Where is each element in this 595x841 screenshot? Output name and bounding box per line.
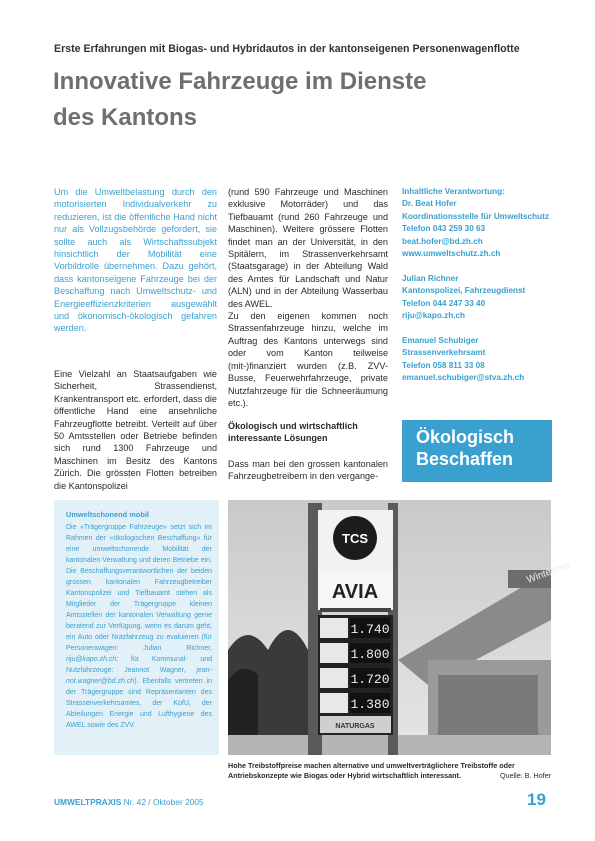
- promo-line-1: Ökologisch: [416, 427, 515, 447]
- photo-source: Quelle: B. Hofer: [500, 771, 552, 780]
- sidebar-text-b: ; für Kommunal- und Nutzfahrzeuge: Jeannot Wagner,: [66, 656, 212, 674]
- sidebar-text-c: ). Ebenfalls vertreten in der Trägergruppe sind Repräsentanten des Strassenverkehrsamtes, der KofU, der Abteilungen Energie und Lufthygiene des AWEL sowie des ZVV.: [66, 678, 212, 729]
- gas-station-illustration: [228, 500, 573, 755]
- contact-email-link[interactable]: riju@kapo.zh.ch: [402, 311, 466, 321]
- title-line-2: des Kantons: [53, 104, 198, 131]
- naturgas-sign-text: NATURGAS: [335, 723, 375, 730]
- contact-org: Kantonspolizei, Fahrzeugdienst: [402, 286, 526, 296]
- contact-org: Koordinationsstelle für Umweltschutz: [402, 211, 549, 221]
- photo-caption: Hohe Treibstoffpreise machen alternative und umweltverträglichere Treibstoffe oder Antriebskonzepte wie Biogas oder Hybrid wirtschaftlich interessant.: [228, 761, 515, 780]
- gas-station-photo: [228, 500, 573, 755]
- price-4: 1.380: [350, 697, 390, 712]
- contact-group-2: [402, 273, 552, 323]
- contact-website-link[interactable]: www.umweltschutz.zh.ch: [402, 249, 501, 259]
- avia-logo-text: AVIA: [331, 581, 379, 603]
- contact-group-3: [402, 335, 552, 385]
- contact-phone: Telefon 043 259 30 63: [402, 224, 486, 234]
- contact-phone: Telefon 044 247 33 40: [402, 298, 486, 308]
- body-column-1: [54, 368, 217, 492]
- page-footer: [54, 797, 204, 807]
- contact-name: Julian Richner: [402, 273, 459, 283]
- price-2: 1.800: [350, 647, 390, 662]
- contact-label: Inhaltliche Verantwortung:: [402, 187, 505, 196]
- body-text-1: Eine Vielzahl an Staatsaufgaben wie Sicherheit, Strassendienst, Krankentransport etc. erfordert, dass die öffentliche Hand eine ansehnliche Fahrzeugflotte betreibt. Verteilt auf über 50 Amtsstellen oder Betriebe befinden sich rund 1300 Fahrzeuge und Maschinen im Besitz des Kantons Zürich. Die grössten Flotten betreiben die Kantonspolizei: [54, 369, 217, 491]
- tcs-logo-text: TCS: [342, 531, 368, 546]
- promo-box: [402, 420, 552, 482]
- contact-group-1: [402, 186, 552, 260]
- magazine-name: UMWELTPRAXIS: [54, 797, 122, 807]
- price-3: 1.720: [350, 672, 390, 687]
- contacts-box: [402, 186, 552, 397]
- contact-org: Strassenverkehrsamt: [402, 348, 486, 358]
- section-subhead: Ökologisch und wirtschaftlich interessante Lösungen: [228, 421, 358, 444]
- contact-name: Emanuel Schubiger: [402, 335, 479, 345]
- sidebar-email-1[interactable]: riju@kapo.zh.ch: [66, 656, 117, 663]
- canopy-text: Wintermer: [525, 559, 573, 586]
- sidebar-heading: Umweltschonend mobil: [66, 510, 149, 519]
- sidebar-text-a: Die «Trägergruppe Fahrzeuge» setzt sich im Rahmen der «ökologischen Beschaffung» für eine umweltschonende Mobilität der kantonalen Verwaltung und deren Betriebe ein. Die Beschaffungsverantwortlichen der beiden grossen kantonalen Fahrzeugbetreiber Kantonspolizei und Tiefbauamt stehen als Mitglieder der Trägergruppe kleinen Amtsstellen der kantonalen Verwaltung gerne beratend zur Verfügung, wenn es darum geht, ein Auto oder Nutzfahrzeug zu evaluieren (für Personenwagen: Julian Richner,: [66, 524, 212, 652]
- contact-phone: Telefon 058 811 33 08: [402, 360, 485, 370]
- contact-name: Dr. Beat Hofer: [402, 199, 457, 209]
- lead-paragraph: [54, 186, 217, 335]
- price-1: 1.740: [350, 622, 390, 637]
- sidebar-email-2[interactable]: jean-not.wagner@bd.zh.ch: [66, 667, 212, 685]
- issue-info: Nr. 42 / Oktober 2005: [123, 797, 204, 807]
- title-line-1: Innovative Fahrzeuge im Dienste: [53, 68, 427, 95]
- body-text-2: (rund 590 Fahrzeuge und Maschinen exklusive Motorräder) und das Tiefbauamt (rund 260 Fahrzeuge und Maschinen). Weitere grössere Flotten findet man an der Universität, in den Spitälern, im Strassenverkehrsamt (Staatsgarage) in der Abteilung Wald des Amtes für Landschaft und Natur (ALN) und in der Abteilung Wasserbau des AWEL.: [228, 187, 388, 309]
- body-text-3: Dass man bei den grossen kantonalen Fahrzeugbetreibern in den vergange-: [228, 459, 388, 482]
- promo-line-2: Beschaffen: [416, 449, 514, 469]
- page-number: 19: [527, 790, 546, 809]
- lead-text: Um die Umweltbelastung durch den motorisierten Individualverkehr zu reduzieren, ist die öffentliche Hand nicht nur als Vollzugsbehörde gefordert, sie sollte auch als Wirtschaftssubjekt hinsichtlich der Mobilität eine Vorbildrolle übernehmen. Dazu gehört, dass kantonseigene Fahrzeuge bei der Beschaffung nach Umweltschutz- und Energieeffizienzkriterien ausgewählt und ökonomisch-ökologisch gefahren werden.: [54, 187, 217, 334]
- contact-email-link[interactable]: emanuel.schubiger@stva.zh.ch: [402, 373, 525, 383]
- body-column-2: [228, 186, 388, 409]
- article-kicker: Erste Erfahrungen mit Biogas- und Hybridautos in der kantonseigenen Personenwagenflotte: [54, 43, 520, 55]
- body-text-2b: Zu den eigenen kommen noch Strassenfahrzeuge hinzu, welche im Auftrag des Kantons unterwegs sind oder vom Kanton teilweise (mit-)finanziert wurden (z.B. ZVV-Busse, Feuerwehrfahrzeuge, private Nutzfahrzeuge für die Schneeräumung etc.).: [228, 311, 388, 408]
- contact-email-link[interactable]: beat.hofer@bd.zh.ch: [402, 236, 483, 246]
- info-sidebar: [54, 500, 219, 755]
- sidebar-text: [66, 522, 212, 731]
- article-title: [53, 64, 553, 136]
